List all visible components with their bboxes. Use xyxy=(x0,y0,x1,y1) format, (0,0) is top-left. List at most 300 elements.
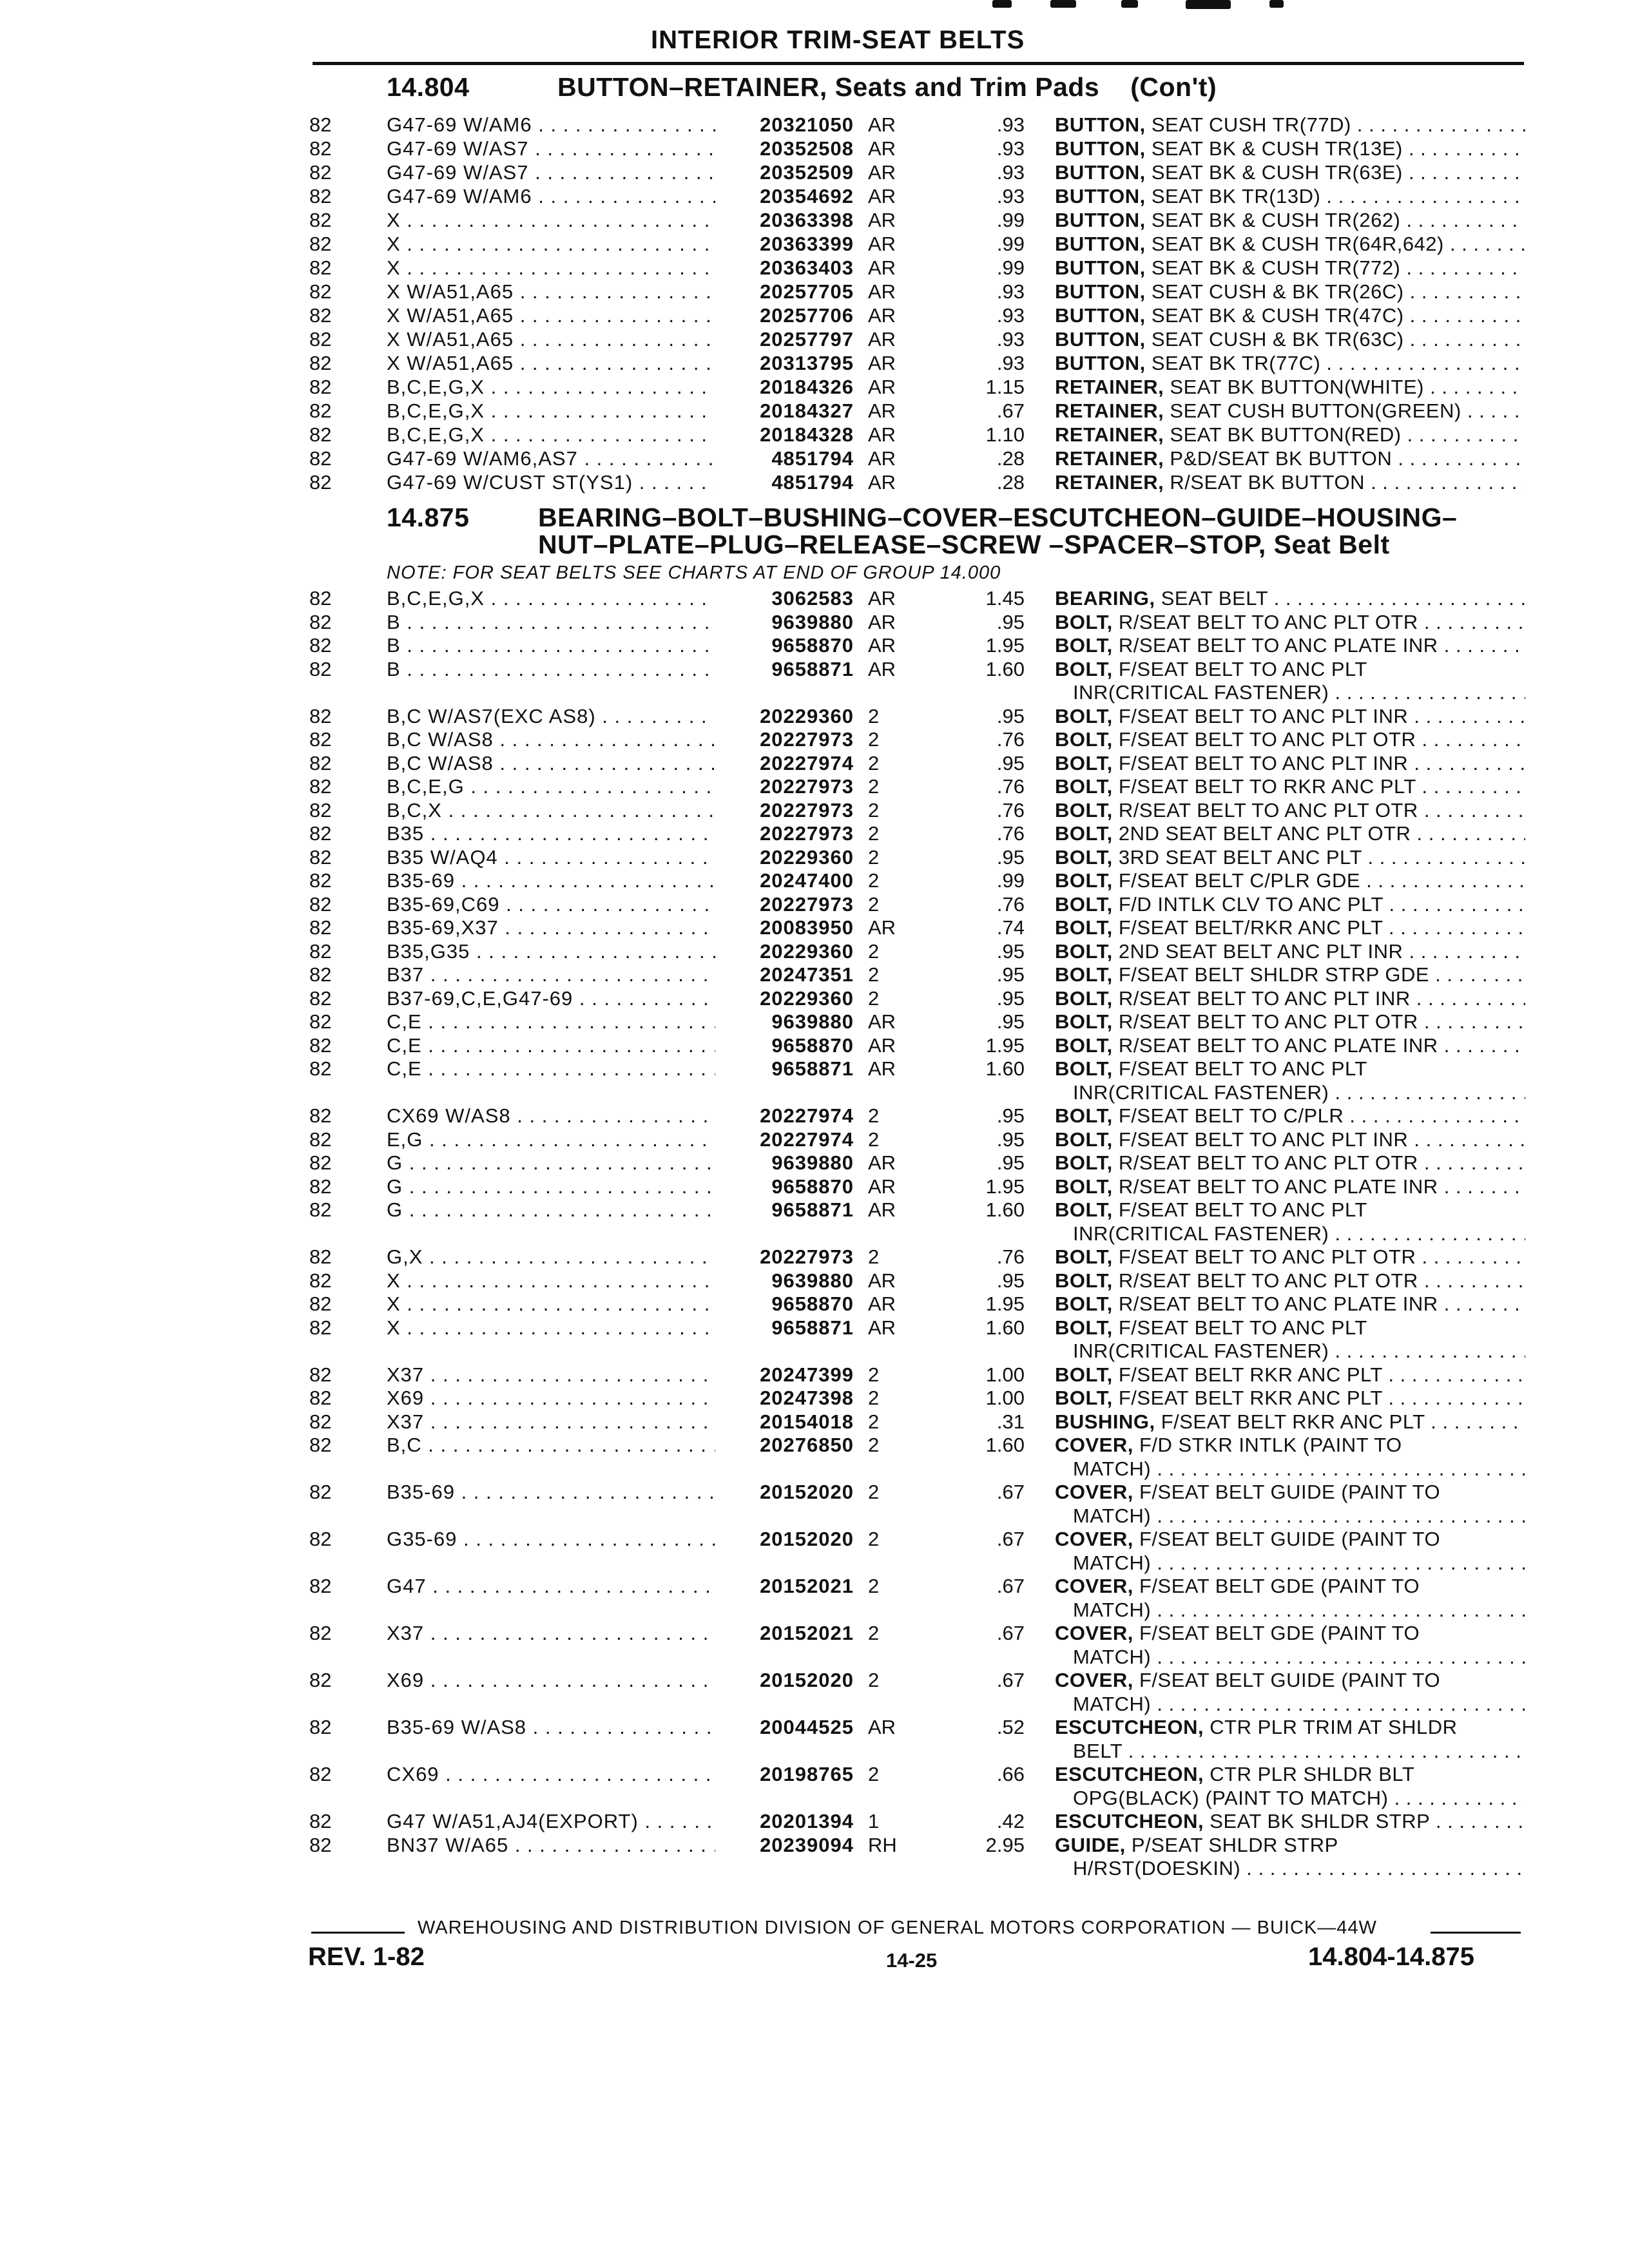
part-number: 20257705 xyxy=(715,280,854,303)
price: .93 xyxy=(996,185,1025,207)
model-text: B,C,E,G xyxy=(387,775,465,798)
model-text: B35-69 W/AS8 xyxy=(387,1716,527,1738)
part-name: BOLT, xyxy=(1055,892,1113,916)
part-detail-cont: MATCH) xyxy=(1073,1551,1152,1574)
part-detail: R/SEAT BELT TO ANC PLT INR xyxy=(1118,986,1411,1010)
model-code xyxy=(387,939,722,963)
part-description-cont xyxy=(1073,1856,1525,1880)
model-code xyxy=(387,1715,722,1739)
model-text: X69 xyxy=(387,1387,425,1409)
part-name: BOLT, xyxy=(1055,798,1113,822)
price: .95 xyxy=(996,845,1025,869)
model-text: G,X xyxy=(387,1245,423,1268)
part-name: BOLT, xyxy=(1055,1198,1113,1221)
footer-rule-right xyxy=(1431,1932,1521,1934)
part-number: 20152020 xyxy=(715,1668,854,1692)
model-code xyxy=(387,1621,722,1645)
price: .95 xyxy=(996,751,1025,774)
part-description xyxy=(1055,986,1525,1010)
group-code: 82 xyxy=(309,471,332,494)
quantity: AR xyxy=(868,399,896,422)
model-code xyxy=(387,1809,722,1833)
quantity: AR xyxy=(868,1316,896,1339)
part-number: 20227974 xyxy=(715,751,854,775)
model-text: C,E xyxy=(387,1057,422,1080)
group-code: 82 xyxy=(309,1104,332,1127)
part-description xyxy=(1055,1010,1525,1033)
part-number: 20227973 xyxy=(715,774,854,798)
model-code xyxy=(387,751,722,775)
group-code: 82 xyxy=(309,822,332,845)
header-rule xyxy=(313,62,1524,65)
part-name: BOLT, xyxy=(1055,657,1113,680)
scan-marks xyxy=(992,0,1289,9)
model-text: B,C W/AS8 xyxy=(387,751,494,774)
part-description xyxy=(1055,256,1525,280)
part-description xyxy=(1055,1151,1525,1175)
quantity: 2 xyxy=(868,986,880,1010)
group-code: 82 xyxy=(309,1410,332,1433)
part-detail: R/SEAT BELT TO ANC PLATE INR xyxy=(1118,1293,1438,1315)
model-text: B,C,E,G,X xyxy=(387,376,485,398)
group-code: 82 xyxy=(309,304,332,327)
model-text: X xyxy=(387,1269,401,1292)
part-number: 20083950 xyxy=(715,916,854,939)
part-description xyxy=(1055,1386,1525,1410)
part-name: BOLT, xyxy=(1055,1175,1113,1198)
quantity: AR xyxy=(868,1269,896,1292)
model-code xyxy=(387,798,722,822)
part-name: BUTTON, xyxy=(1055,233,1146,255)
part-detail: R/SEAT BELT TO ANC PLT OTR xyxy=(1118,798,1418,822)
part-description xyxy=(1055,657,1525,681)
footer-rule-left xyxy=(311,1932,405,1934)
price: 1.00 xyxy=(985,1387,1025,1409)
part-description xyxy=(1055,375,1525,399)
model-code xyxy=(387,423,722,447)
section-number: 14.875 xyxy=(387,503,470,532)
quantity: AR xyxy=(868,185,896,207)
part-description-cont xyxy=(1073,1598,1525,1622)
part-detail: F/SEAT BELT GUIDE (PAINT TO xyxy=(1139,1528,1441,1550)
part-name: RETAINER, xyxy=(1055,423,1164,446)
group-code: 82 xyxy=(309,1316,332,1339)
part-description xyxy=(1055,751,1525,775)
part-name: BUTTON, xyxy=(1055,256,1146,279)
part-detail: F/SEAT BELT RKR ANC PLT xyxy=(1118,1363,1383,1386)
part-number: 20152021 xyxy=(715,1621,854,1645)
group-code: 82 xyxy=(309,209,332,231)
quantity: AR xyxy=(868,1033,896,1057)
model-text: G47 xyxy=(387,1575,427,1597)
part-name: BOLT, xyxy=(1055,1104,1113,1127)
part-detail: F/SEAT BELT RKR ANC PLT xyxy=(1118,1387,1383,1409)
part-description xyxy=(1055,1715,1525,1739)
part-description xyxy=(1055,1057,1525,1081)
quantity: AR xyxy=(868,1175,896,1198)
price: .95 xyxy=(996,1269,1025,1292)
section-range: 14.804-14.875 xyxy=(1308,1943,1475,1971)
part-detail: F/SEAT BELT TO ANC PLT INR xyxy=(1118,751,1409,774)
page-header-title: INTERIOR TRIM-SEAT BELTS xyxy=(651,26,1025,54)
model-code xyxy=(387,704,722,728)
group-code: 82 xyxy=(309,1033,332,1057)
model-code xyxy=(387,822,722,845)
part-name: ESCUTCHEON, xyxy=(1055,1763,1204,1785)
part-description xyxy=(1055,1574,1525,1598)
part-description xyxy=(1055,1527,1525,1551)
group-code: 82 xyxy=(309,113,332,136)
part-description xyxy=(1055,1128,1525,1151)
price: .76 xyxy=(996,1245,1025,1268)
part-number: 20227974 xyxy=(715,1104,854,1128)
group-code: 82 xyxy=(309,161,332,184)
part-description xyxy=(1055,1033,1525,1057)
part-name: BUTTON, xyxy=(1055,304,1146,327)
part-detail: R/SEAT BELT TO ANC PLATE INR xyxy=(1118,634,1438,657)
part-name: BUTTON, xyxy=(1055,209,1146,231)
quantity: AR xyxy=(868,634,896,657)
part-name: BOLT, xyxy=(1055,1010,1113,1033)
part-number: 20152020 xyxy=(715,1527,854,1551)
model-code xyxy=(387,1175,722,1198)
group-code: 82 xyxy=(309,869,332,892)
model-text: B xyxy=(387,634,401,657)
group-code: 82 xyxy=(309,1669,332,1691)
part-name: RETAINER, xyxy=(1055,376,1164,398)
part-description xyxy=(1055,845,1525,869)
section-cont: (Con't) xyxy=(1130,72,1217,102)
part-description xyxy=(1055,939,1525,963)
quantity: 2 xyxy=(868,963,880,986)
part-name: BOLT, xyxy=(1055,939,1113,963)
quantity: 2 xyxy=(868,1410,880,1433)
part-name: BUTTON, xyxy=(1055,185,1146,207)
group-code: 82 xyxy=(309,704,332,727)
group-code: 82 xyxy=(309,1057,332,1080)
model-text: X W/A51,A65 xyxy=(387,352,514,374)
part-number: 20184327 xyxy=(715,399,854,423)
part-number: 20247399 xyxy=(715,1363,854,1387)
part-description xyxy=(1055,470,1525,494)
part-name: BOLT, xyxy=(1055,1033,1113,1057)
model-text: B,C,E,G,X xyxy=(387,587,485,610)
part-detail: F/SEAT BELT GUIDE (PAINT TO xyxy=(1139,1669,1441,1691)
group-code: 82 xyxy=(309,751,332,774)
revision-label: REV. 1-82 xyxy=(308,1943,425,1971)
part-detail: SEAT BK & CUSH TR(47C) xyxy=(1151,304,1404,327)
part-number: 9658871 xyxy=(715,1057,854,1081)
group-code: 82 xyxy=(309,587,332,610)
part-number: 20363399 xyxy=(715,232,854,256)
price: .76 xyxy=(996,892,1025,916)
part-name: BOLT, xyxy=(1055,1151,1113,1174)
part-description xyxy=(1055,303,1525,327)
model-code xyxy=(387,1269,722,1293)
part-number: 20229360 xyxy=(715,939,854,963)
part-number: 20227973 xyxy=(715,892,854,916)
group-code: 82 xyxy=(309,328,332,351)
price: .95 xyxy=(996,939,1025,963)
part-detail: SEAT BK BUTTON(WHITE) xyxy=(1170,376,1424,398)
price: .52 xyxy=(996,1716,1025,1738)
price: .99 xyxy=(996,233,1025,255)
quantity: AR xyxy=(868,447,896,470)
model-text: G47-69 W/AM6 xyxy=(387,185,532,207)
price: .93 xyxy=(996,137,1025,160)
price: .95 xyxy=(996,986,1025,1010)
model-code xyxy=(387,1104,722,1128)
footer-text: WAREHOUSING AND DISTRIBUTION DIVISION OF GENERAL MOTORS CORPORATION — BUICK—44W xyxy=(418,1917,1377,1938)
part-detail-cont: H/RST(DOESKIN) xyxy=(1073,1857,1241,1879)
part-detail: SEAT BK BUTTON(RED) xyxy=(1170,423,1402,446)
part-number: 20313795 xyxy=(715,351,854,375)
part-description xyxy=(1055,423,1525,447)
model-code xyxy=(387,232,722,256)
part-number: 20247398 xyxy=(715,1386,854,1410)
part-number: 20184328 xyxy=(715,423,854,447)
model-text: X xyxy=(387,233,401,255)
part-description-cont xyxy=(1073,1081,1525,1104)
quantity: AR xyxy=(868,304,896,327)
part-name: BOLT, xyxy=(1055,986,1113,1010)
part-description-cont xyxy=(1073,1457,1525,1481)
part-description xyxy=(1055,1480,1525,1504)
quantity: AR xyxy=(868,1198,896,1221)
price: 1.10 xyxy=(985,423,1025,446)
group-code: 82 xyxy=(309,916,332,939)
quantity: AR xyxy=(868,1057,896,1080)
part-detail: CTR PLR SHLDR BLT xyxy=(1210,1763,1415,1785)
model-text: B,C W/AS8 xyxy=(387,728,494,751)
quantity: 2 xyxy=(868,1575,880,1597)
quantity: AR xyxy=(868,376,896,398)
model-text: B,C,E,G,X xyxy=(387,423,485,446)
part-description xyxy=(1055,1363,1525,1387)
model-code xyxy=(387,1386,722,1410)
part-number: 9639880 xyxy=(715,1269,854,1293)
model-code xyxy=(387,633,722,657)
part-name: RETAINER, xyxy=(1055,447,1164,470)
part-number: 9658871 xyxy=(715,1198,854,1222)
model-code xyxy=(387,280,722,303)
part-description xyxy=(1055,447,1525,470)
part-description xyxy=(1055,113,1525,137)
price: 1.60 xyxy=(985,1434,1025,1456)
quantity: AR xyxy=(868,1151,896,1174)
part-name: ESCUTCHEON, xyxy=(1055,1716,1204,1738)
model-code xyxy=(387,447,722,470)
part-name: BOLT, xyxy=(1055,1245,1113,1268)
part-description xyxy=(1055,633,1525,657)
part-name: BOLT, xyxy=(1055,728,1113,751)
quantity: AR xyxy=(868,209,896,231)
part-name: BEARING, xyxy=(1055,587,1155,610)
part-name: BOLT, xyxy=(1055,845,1113,869)
part-name: RETAINER, xyxy=(1055,471,1164,494)
model-text: E,G xyxy=(387,1128,423,1151)
model-code xyxy=(387,1480,722,1504)
model-code xyxy=(387,1668,722,1692)
page-number: 14-25 xyxy=(886,1949,938,1972)
part-detail: SEAT CUSH & BK TR(63C) xyxy=(1151,328,1404,351)
price: .28 xyxy=(996,447,1025,470)
model-text: B37-69,C,E,G47-69 xyxy=(387,986,574,1010)
model-text: B35-69 xyxy=(387,1481,455,1503)
group-code: 82 xyxy=(309,256,332,279)
part-name: BOLT, xyxy=(1055,634,1113,657)
quantity: 2 xyxy=(868,1669,880,1691)
part-number: 20227974 xyxy=(715,1128,854,1151)
quantity: AR xyxy=(868,352,896,374)
model-code xyxy=(387,1316,722,1340)
part-description xyxy=(1055,892,1525,916)
model-text: B,C,E,G,X xyxy=(387,399,485,422)
part-detail: SEAT CUSH & BK TR(26C) xyxy=(1151,280,1404,303)
model-text: X W/A51,A65 xyxy=(387,328,514,351)
model-code xyxy=(387,1033,722,1057)
model-text: B xyxy=(387,657,401,680)
quantity: AR xyxy=(868,587,896,610)
model-code xyxy=(387,1762,722,1786)
group-code: 82 xyxy=(309,1387,332,1409)
part-detail: F/SEAT BELT TO ANC PLT OTR xyxy=(1118,728,1416,751)
part-description xyxy=(1055,160,1525,184)
group-code: 82 xyxy=(309,728,332,751)
group-code: 82 xyxy=(309,1175,332,1198)
part-description xyxy=(1055,869,1525,892)
part-detail: R/SEAT BELT TO ANC PLT OTR xyxy=(1118,1010,1418,1033)
model-text: CX69 W/AS8 xyxy=(387,1104,511,1127)
price: .95 xyxy=(996,1010,1025,1033)
part-detail: F/SEAT BELT GUIDE (PAINT TO xyxy=(1139,1481,1441,1503)
part-number: 4851794 xyxy=(715,447,854,470)
part-number: 20363403 xyxy=(715,256,854,280)
price: .42 xyxy=(996,1810,1025,1832)
part-name: BUTTON, xyxy=(1055,352,1146,374)
model-code xyxy=(387,1010,722,1033)
section-number: 14.804 xyxy=(387,72,470,102)
part-detail-cont: INR(CRITICAL FASTENER) xyxy=(1073,1222,1329,1245)
part-description xyxy=(1055,1433,1525,1457)
part-description-cont xyxy=(1073,1339,1525,1363)
part-description xyxy=(1055,1269,1525,1293)
section-title-14875 xyxy=(387,503,1457,533)
model-text: G47 W/A51,AJ4(EXPORT) xyxy=(387,1810,639,1832)
part-detail: F/SEAT BELT SHLDR STRP GDE xyxy=(1118,963,1430,986)
model-text: G47-69 W/CUST ST(YS1) xyxy=(387,471,633,494)
part-detail: SEAT BK & CUSH TR(63E) xyxy=(1151,161,1403,184)
part-description-cont xyxy=(1073,1692,1525,1716)
model-code xyxy=(387,1574,722,1598)
part-detail: R/SEAT BELT TO ANC PLT OTR xyxy=(1118,610,1418,633)
price: 1.95 xyxy=(985,1293,1025,1315)
part-name: BOLT, xyxy=(1055,1269,1113,1292)
price: .67 xyxy=(996,1669,1025,1691)
price: .76 xyxy=(996,822,1025,845)
quantity: AR xyxy=(868,280,896,303)
quantity: AR xyxy=(868,423,896,446)
part-description xyxy=(1055,1668,1525,1692)
model-code xyxy=(387,327,722,351)
price: .67 xyxy=(996,399,1025,422)
model-code xyxy=(387,1410,722,1434)
group-code: 82 xyxy=(309,892,332,916)
group-code: 82 xyxy=(309,1528,332,1550)
price: 1.00 xyxy=(985,1363,1025,1386)
model-text: B,C xyxy=(387,1434,422,1456)
group-code: 82 xyxy=(309,1245,332,1268)
price: .67 xyxy=(996,1622,1025,1644)
group-code: 82 xyxy=(309,610,332,633)
part-description xyxy=(1055,327,1525,351)
part-detail: SEAT BK TR(77C) xyxy=(1151,352,1321,374)
price: .93 xyxy=(996,352,1025,374)
part-description xyxy=(1055,704,1525,728)
price: .67 xyxy=(996,1481,1025,1503)
part-detail: R/SEAT BK BUTTON xyxy=(1170,471,1365,494)
quantity: AR xyxy=(868,471,896,494)
quantity: 2 xyxy=(868,728,880,751)
price: .93 xyxy=(996,304,1025,327)
part-name: RETAINER, xyxy=(1055,399,1164,422)
part-number: 9639880 xyxy=(715,1151,854,1175)
part-number: 9639880 xyxy=(715,610,854,634)
price: .28 xyxy=(996,471,1025,494)
part-name: BUTTON, xyxy=(1055,280,1146,303)
group-code: 82 xyxy=(309,447,332,470)
model-code xyxy=(387,1128,722,1151)
part-number: 20352509 xyxy=(715,160,854,184)
group-code: 82 xyxy=(309,280,332,303)
quantity: AR xyxy=(868,256,896,279)
price: .99 xyxy=(996,869,1025,892)
model-code xyxy=(387,845,722,869)
part-description xyxy=(1055,232,1525,256)
quantity: 2 xyxy=(868,1387,880,1409)
part-description xyxy=(1055,184,1525,208)
model-text: X W/A51,A65 xyxy=(387,280,514,303)
part-description xyxy=(1055,1292,1525,1316)
price: 2.95 xyxy=(985,1833,1025,1856)
model-text: C,E xyxy=(387,1010,422,1033)
part-detail: R/SEAT BELT TO ANC PLATE INR xyxy=(1118,1033,1438,1057)
group-code: 82 xyxy=(309,1128,332,1151)
model-code xyxy=(387,375,722,399)
model-text: X37 xyxy=(387,1363,425,1386)
model-code xyxy=(387,1151,722,1175)
part-number: 20227973 xyxy=(715,798,854,822)
part-number: 9639880 xyxy=(715,1010,854,1033)
part-description-cont xyxy=(1073,1551,1525,1575)
model-text: X xyxy=(387,209,401,231)
model-text: G xyxy=(387,1151,403,1174)
part-description xyxy=(1055,774,1525,798)
price: .66 xyxy=(996,1763,1025,1785)
price: .95 xyxy=(996,1128,1025,1151)
model-code xyxy=(387,184,722,208)
model-text: G47-69 W/AS7 xyxy=(387,137,529,160)
part-number: 20321050 xyxy=(715,113,854,137)
price: .93 xyxy=(996,113,1025,136)
part-description xyxy=(1055,1809,1525,1833)
group-code: 82 xyxy=(309,137,332,160)
part-detail: F/SEAT BELT GDE (PAINT TO xyxy=(1139,1622,1420,1644)
part-detail-cont: MATCH) xyxy=(1073,1598,1152,1621)
part-description xyxy=(1055,916,1525,939)
price: 1.95 xyxy=(985,1175,1025,1198)
group-code: 82 xyxy=(309,1434,332,1456)
